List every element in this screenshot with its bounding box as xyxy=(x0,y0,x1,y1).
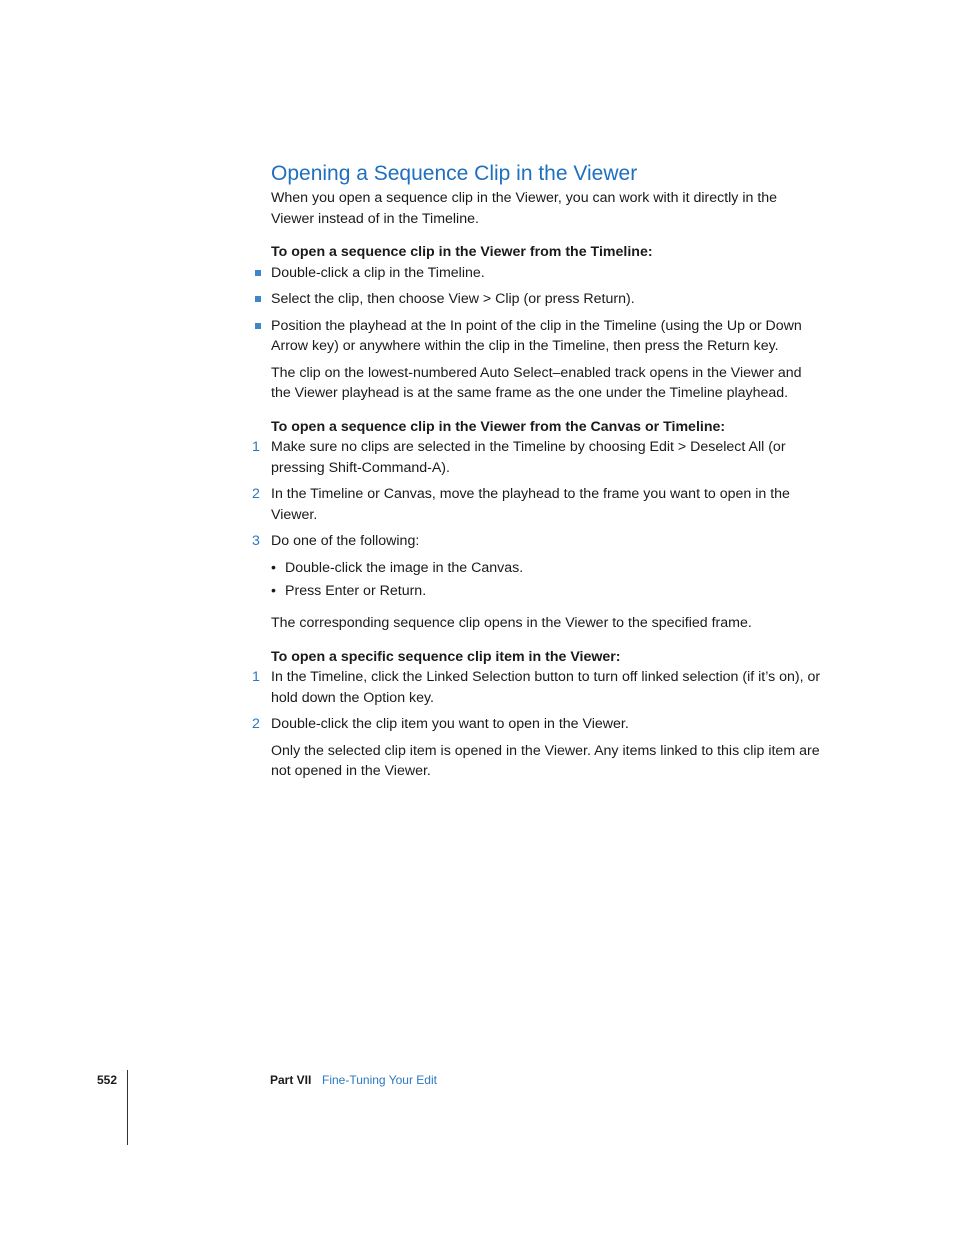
step-text: Double-click the clip item you want to open in the Viewer. xyxy=(271,716,629,732)
step-item xyxy=(252,714,823,735)
task-heading: To open a sequence clip in the Viewer from the Timeline: xyxy=(271,244,653,260)
step-number: 2 xyxy=(252,716,260,732)
step-number: 1 xyxy=(252,439,260,455)
bullet-list xyxy=(271,263,823,357)
step-item xyxy=(252,667,823,708)
part-label: Part VII xyxy=(270,1073,312,1087)
list-item xyxy=(271,263,823,284)
chapter-link[interactable]: Fine-Tuning Your Edit xyxy=(322,1073,437,1087)
section-title: Opening a Sequence Clip in the Viewer xyxy=(271,162,638,185)
task-heading: To open a specific sequence clip item in the Viewer: xyxy=(271,648,621,665)
page-content xyxy=(252,160,823,782)
step-item xyxy=(252,531,823,601)
step-item xyxy=(252,437,823,478)
note-paragraph: The corresponding sequence clip opens in the Viewer to the specified frame. xyxy=(271,615,752,631)
bullet-dot: • xyxy=(271,559,276,576)
sub-item-text: Double-click the image in the Canvas. xyxy=(285,559,524,576)
step-number: 3 xyxy=(252,533,260,549)
step-number: 1 xyxy=(252,669,260,685)
square-bullet-icon xyxy=(255,323,261,329)
sub-list-item xyxy=(271,558,823,579)
step-text: Do one of the following: xyxy=(271,533,420,549)
sub-list-item xyxy=(271,581,823,602)
sub-list xyxy=(271,558,823,602)
note-paragraph: The clip on the lowest-numbered Auto Select–enabled track opens in the Viewer and the Viewer playhead is at the same frame as the one under the Timeline playhead. xyxy=(271,364,802,401)
step-text: Make sure no clips are selected in the Timeline by choosing Edit > Deselect All (or pressing Shift-Command-A). xyxy=(271,439,786,476)
step-list xyxy=(252,437,823,601)
footer-divider xyxy=(127,1070,128,1145)
step-text: In the Timeline, click the Linked Selection button to turn off linked selection (if it’s on), or hold down the Option key. xyxy=(271,669,821,706)
step-item xyxy=(252,484,823,525)
list-item-text: Double-click a clip in the Timeline. xyxy=(271,264,485,281)
step-number: 2 xyxy=(252,486,260,502)
note-paragraph: Only the selected clip item is opened in the Viewer. Any items linked to this clip item are not opened in the Viewer. xyxy=(271,742,820,779)
intro-paragraph: When you open a sequence clip in the Viewer, you can work with it directly in the Viewer instead of in the Timeline. xyxy=(271,190,778,227)
square-bullet-icon xyxy=(255,296,261,302)
list-item xyxy=(271,289,823,310)
page-number: 552 xyxy=(97,1073,118,1087)
step-list xyxy=(252,667,823,735)
task-heading: To open a sequence clip in the Viewer from the Canvas or Timeline: xyxy=(271,418,726,435)
list-item-text: Position the playhead at the In point of the clip in the Timeline (using the Up or Down Arrow key) or anywhere within the clip in the Timeline, then press the Return key. xyxy=(271,317,802,354)
list-item-text: Select the clip, then choose View > Clip (or press Return). xyxy=(271,291,635,307)
square-bullet-icon xyxy=(255,270,261,276)
list-item xyxy=(271,316,823,357)
bullet-dot: • xyxy=(271,582,276,599)
sub-item-text: Press Enter or Return. xyxy=(285,582,427,599)
step-text: In the Timeline or Canvas, move the playhead to the frame you want to open in the Viewer. xyxy=(271,486,790,523)
